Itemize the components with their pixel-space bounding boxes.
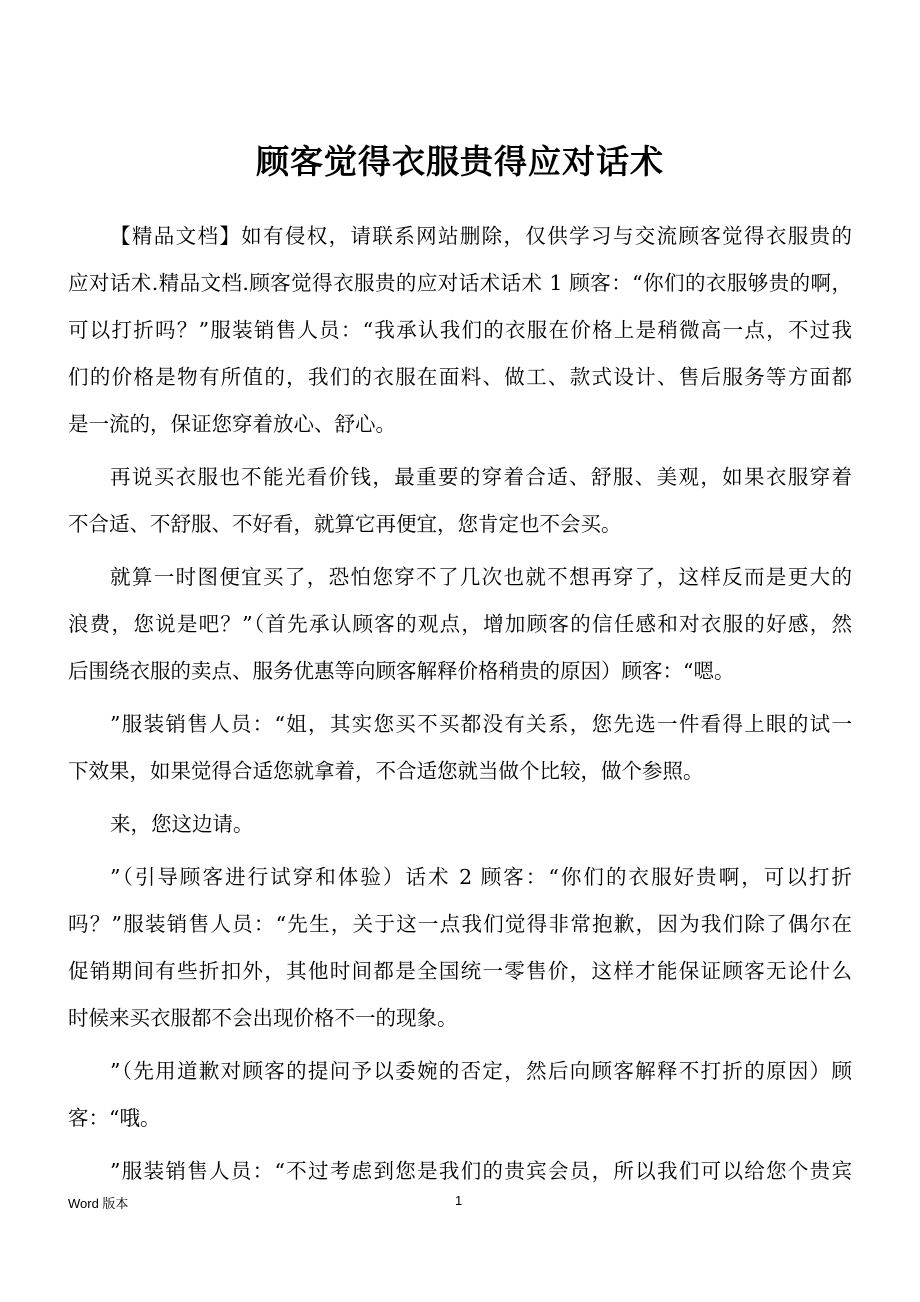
text-line: ”服装销售人员：“不过考虑到您是我们的贵宾会员，所以我们可以给您个贵宾 [110, 1159, 852, 1183]
text-line: 们的价格是物有所值的，我们的衣服在面料、做工、款式设计、售后服务等方面都 [68, 365, 852, 389]
text-line: ”服装销售人员：“姐，其实您买不买都没有关系，您先选一件看得上眼的试一 [110, 712, 852, 736]
text-line: 【精品文档】如有侵权，请联系网站删除，仅供学习与交流顾客觉得衣服贵的 [110, 224, 852, 248]
text-line: 浪费，您说是吧？”（首先承认顾客的观点，增加顾客的信任感和对衣服的好感，然 [68, 612, 852, 636]
paragraph [68, 801, 852, 848]
text-line: ”（引导顾客进行试穿和体验）话术 2 顾客：“你们的衣服好贵啊，可以打折 [110, 865, 852, 889]
document-body [68, 213, 852, 1201]
text-line: 来，您这边请。 [110, 812, 254, 836]
paragraph [68, 454, 852, 548]
footer-label: Word 版本 [68, 1196, 129, 1211]
paragraph [68, 701, 852, 795]
text-line: 应对话术.精品文档.顾客觉得衣服贵的应对话术话术 1 顾客：“你们的衣服够贵的啊， [68, 271, 852, 295]
text-line: 是一流的，保证您穿着放心、舒心。 [68, 412, 396, 436]
text-line: 再说买衣服也不能光看价钱，最重要的穿着合适、舒服、美观，如果衣服穿着 [110, 465, 852, 489]
text-line: 下效果，如果觉得合适您就拿着，不合适您就当做个比较，做个参照。 [68, 759, 704, 783]
text-line: 后围绕衣服的卖点、服务优惠等向顾客解释价格稍贵的原因）顾客：“嗯。 [68, 659, 735, 683]
document-title: 顾客觉得衣服贵得应对话术 [256, 142, 664, 181]
text-line: ”（先用道歉对顾客的提问予以委婉的否定，然后向顾客解释不打折的原因）顾 [110, 1059, 852, 1083]
paragraph [68, 554, 852, 695]
text-line: 可以打折吗？”服装销售人员：“我承认我们的衣服在价格上是稍微高一点，不过我 [68, 318, 852, 342]
page-number: 1 [455, 1193, 463, 1208]
text-line: 不合适、不舒服、不好看，就算它再便宜，您肯定也不会买。 [68, 512, 622, 536]
text-line: 吗？”服装销售人员：“先生，关于这一点我们觉得非常抱歉，因为我们除了偶尔在 [68, 912, 852, 936]
paragraph [68, 854, 852, 1042]
text-line: 就算一时图便宜买了，恐怕您穿不了几次也就不想再穿了，这样反而是更大的 [110, 565, 852, 589]
text-line: 时候来买衣服都不会出现价格不一的现象。 [68, 1006, 458, 1030]
paragraph [68, 213, 852, 448]
paragraph [68, 1148, 852, 1195]
text-line: 促销期间有些折扣外，其他时间都是全国统一零售价，这样才能保证顾客无论什么 [68, 959, 852, 983]
text-line: 客：“哦。 [68, 1106, 161, 1130]
paragraph [68, 1048, 852, 1142]
